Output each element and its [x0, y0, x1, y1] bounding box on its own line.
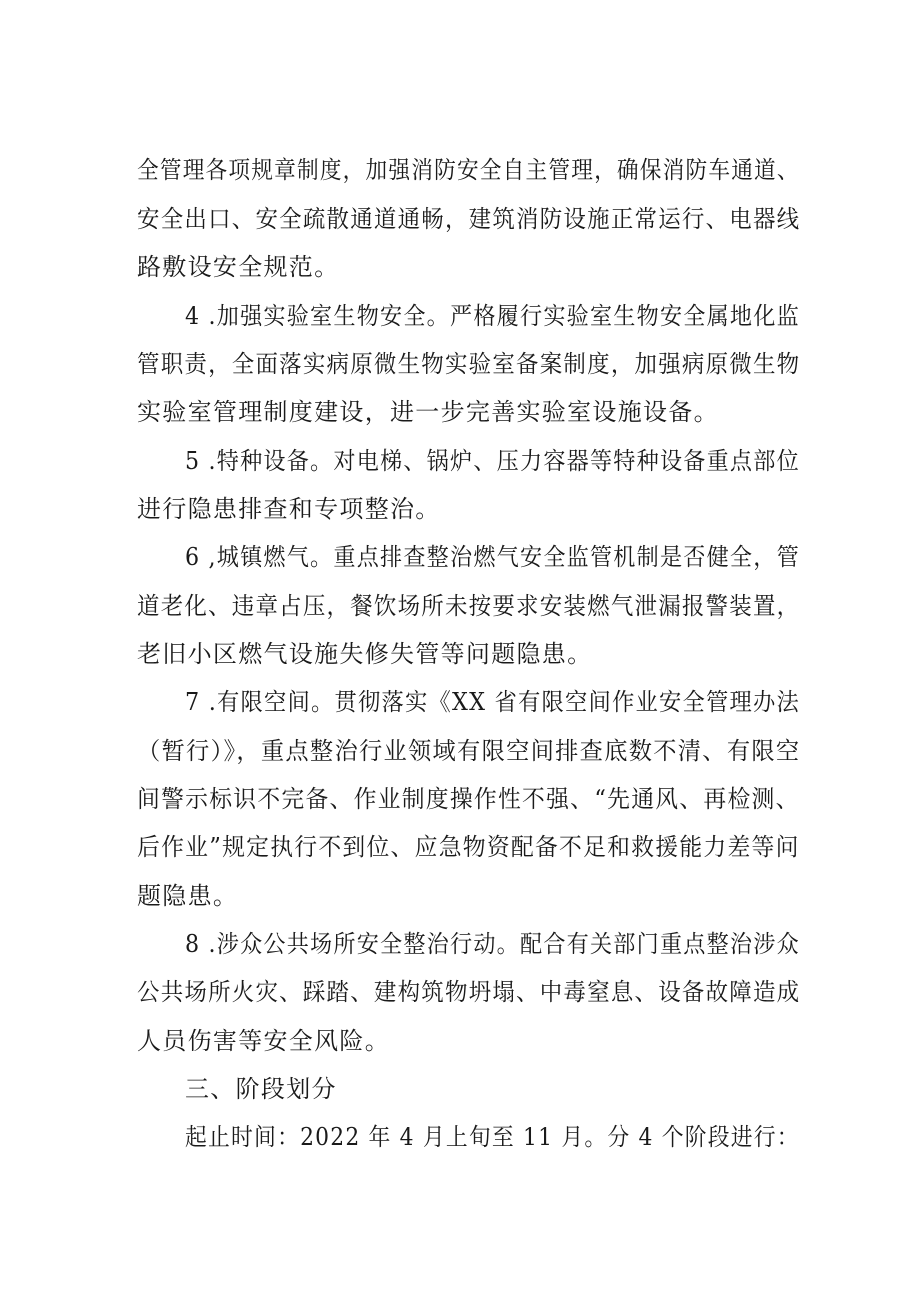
text-line: 题隐患。 — [137, 882, 239, 910]
text-line: 安全出口、安全疏散通道通畅，建筑消防设施正常运行、电器线 — [137, 205, 801, 233]
text-line: 后作业”规定执行不到位、应急物资配备不足和救援能力差等问 — [137, 833, 800, 861]
text-line: 实验室管理制度建设，进一步完善实验室设施设备。 — [137, 398, 719, 426]
item-8-heading-line: 8 .涉众公共场所安全整治行动。配合有关部门重点整治涉众 — [185, 930, 800, 958]
text-line: 间警示标识不完备、作业制度操作性不强、“先通风、再检测、 — [137, 785, 800, 813]
text-line: 人员伤害等安全风险。 — [137, 1027, 390, 1055]
text-line: 老旧小区燃气设施失修失管等问题隐患。 — [137, 640, 593, 668]
text-line: （暂行）》，重点整治行业领域有限空间排查底数不清、有限空 — [137, 737, 801, 765]
text-line: 公共场所火灾、踩踏、建构筑物坍塌、中毒窒息、设备故障造成 — [137, 978, 801, 1006]
text-line: 起止时间：2022 年 4 月上旬至 11 月。分 4 个阶段进行： — [185, 1123, 800, 1151]
text-line: 进行隐患排查和专项整治。 — [137, 495, 441, 523]
text-line: 路敷设安全规范。 — [137, 253, 340, 281]
item-5-heading-line: 5 .特种设备。对电梯、锅炉、压力容器等特种设备重点部位 — [185, 447, 800, 475]
text-line: 管职责，全面落实病原微生物实验室备案制度，加强病原微生物 — [137, 350, 801, 378]
item-6-heading-line: 6 ,城镇燃气。重点排查整治燃气安全监管机制是否健全，管 — [185, 543, 800, 571]
item-4-heading-line: 4 .加强实验室生物安全。严格履行实验室生物安全属地化监 — [185, 302, 800, 330]
text-line: 全管理各项规章制度，加强消防安全自主管理，确保消防车通道、 — [137, 156, 800, 184]
item-7-heading-line: 7 .有限空间。贯彻落实《XX 省有限空间作业安全管理办法 — [185, 688, 801, 716]
text-line: 道老化、违章占压，餐饮场所未按要求安装燃气泄漏报警装置， — [137, 592, 801, 620]
section-heading: 三、阶段划分 — [185, 1075, 337, 1103]
